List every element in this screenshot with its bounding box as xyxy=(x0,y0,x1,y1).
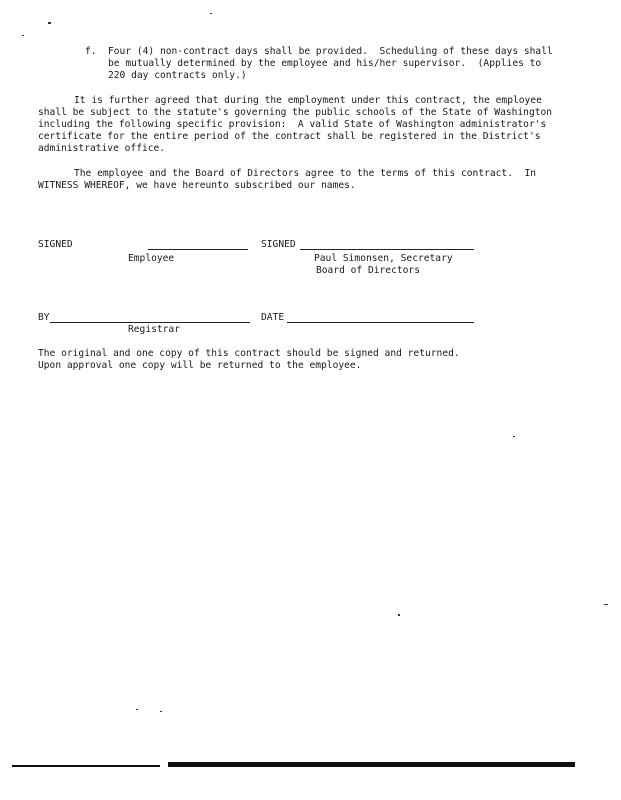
scan-speck xyxy=(210,13,212,14)
scan-speck xyxy=(160,711,162,712)
witness-line-2: WITNESS WHEREOF, we have hereunto subscribed our names. xyxy=(38,180,356,191)
agreement-line-2: shall be subject to the statute's governing the public schools of the State of Washington xyxy=(38,107,553,118)
by-label: BY xyxy=(38,312,50,323)
employee-caption: Employee xyxy=(128,253,175,264)
scan-speck xyxy=(398,614,400,616)
scan-speck xyxy=(136,709,138,710)
bottom-scan-bar-right xyxy=(168,762,575,767)
date-line xyxy=(287,322,474,323)
agreement-line-4: certificate for the entire period of the contract shall be registered in the District's xyxy=(38,131,541,142)
scan-speck xyxy=(22,35,24,36)
scan-speck xyxy=(513,436,515,437)
scan-speck xyxy=(604,604,608,605)
footer-note-line-1: The original and one copy of this contract should be signed and returned. xyxy=(38,348,460,359)
item-f-line-1: Four (4) non-contract days shall be provided. Scheduling of these days shall xyxy=(108,46,553,57)
registrar-caption: Registrar xyxy=(128,324,180,335)
board-caption: Board of Directors xyxy=(316,265,420,276)
agreement-line-5: administrative office. xyxy=(38,143,166,154)
agreement-line-3: including the following specific provision: A valid State of Washington administrator's xyxy=(38,119,547,130)
secretary-signature-line xyxy=(300,249,474,250)
footer-note-line-2: Upon approval one copy will be returned to the employee. xyxy=(38,360,362,371)
registrar-signature-line xyxy=(50,322,250,323)
item-f-label: f. xyxy=(85,46,97,57)
date-label: DATE xyxy=(261,312,285,323)
employee-signature-line xyxy=(148,249,248,250)
bottom-scan-bar-left xyxy=(12,765,160,767)
item-f-line-2: be mutually determined by the employee and his/her supervisor. (Applies to xyxy=(108,58,542,69)
agreement-line-1: It is further agreed that during the employment under this contract, the employee xyxy=(74,95,542,106)
scan-speck xyxy=(48,22,51,24)
signed-left-label: SIGNED xyxy=(38,239,73,250)
signed-right-label: SIGNED xyxy=(261,239,296,250)
secretary-name: Paul Simonsen, Secretary xyxy=(314,253,453,264)
witness-line-1: The employee and the Board of Directors agree to the terms of this contract. In xyxy=(74,168,537,179)
item-f-line-3: 220 day contracts only.) xyxy=(108,70,247,81)
